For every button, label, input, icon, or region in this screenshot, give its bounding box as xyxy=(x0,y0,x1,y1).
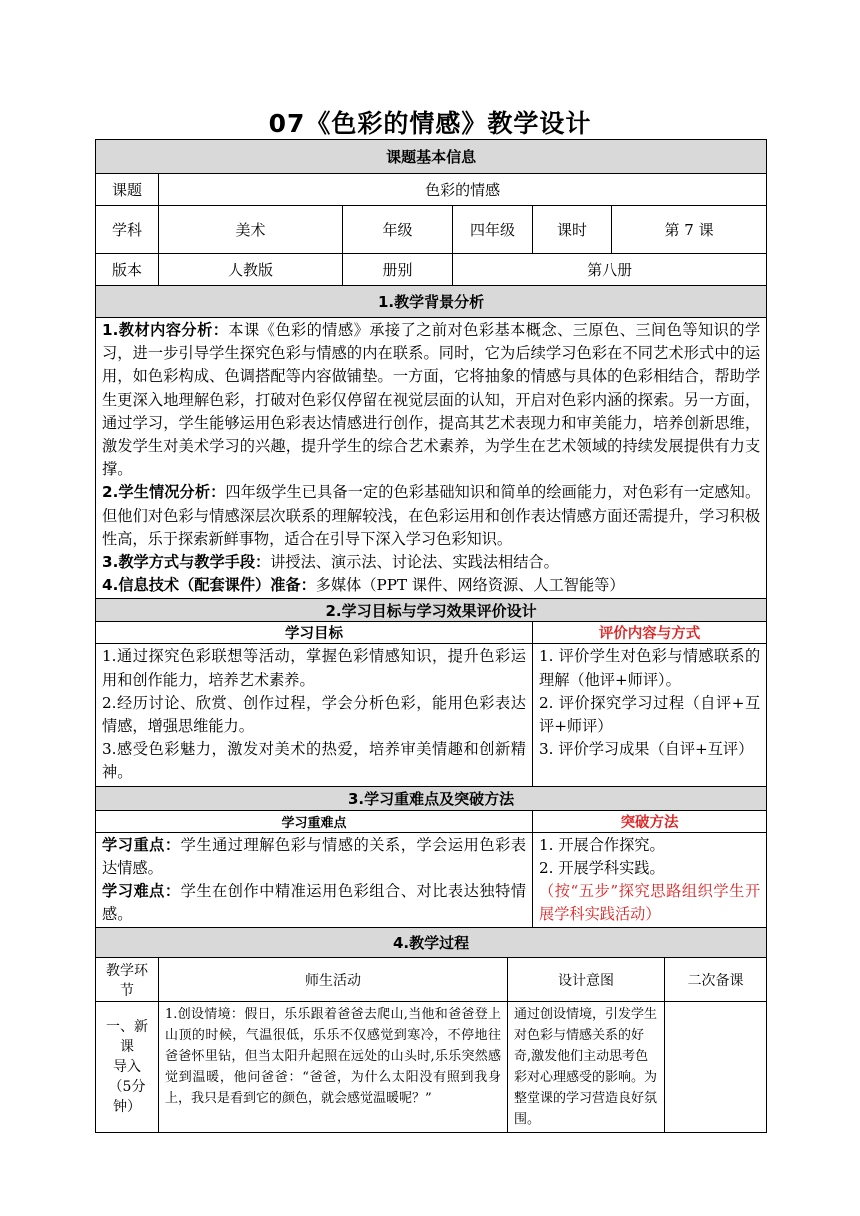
difficult-point-text: 学生在创作中精准运用色彩组合、对比表达独特情感。 xyxy=(102,882,527,924)
background-p4-text: 多媒体（PPT 课件、网络资源、人工智能等） xyxy=(315,576,625,595)
process-stage-line: 导入 xyxy=(113,1059,141,1076)
evaluation-item: 2. 评价探究学习过程（自评+互评+师评） xyxy=(539,693,761,736)
background-paragraph xyxy=(102,551,760,574)
key-point-text: 学生通过理解色彩与情感的关系，学会运用色彩表达情感。 xyxy=(102,835,527,877)
evaluation-column-header: 评价内容与方式 xyxy=(533,622,767,644)
process-column-stage: 教学环节 xyxy=(96,958,159,1002)
background-paragraph xyxy=(102,574,760,597)
background-p3-label: 3.教学方式与教学手段： xyxy=(102,553,271,572)
section-header-background: 1.教学背景分析 xyxy=(96,286,767,318)
subject-value: 美术 xyxy=(159,206,343,254)
grade-value: 四年级 xyxy=(453,206,533,254)
methods-column-header: 突破方法 xyxy=(533,810,767,832)
goal-item: 3.感受色彩魅力，激发对美术的热爱，培养审美情趣和创新精神。 xyxy=(102,740,526,782)
background-content xyxy=(96,318,767,599)
evaluation-list xyxy=(533,644,767,786)
background-p4-label: 4.信息技术（配套课件）准备： xyxy=(102,576,316,595)
background-p2-label: 2.学生情况分析： xyxy=(102,483,226,502)
lesson-plan-table xyxy=(95,139,767,1133)
method-item: 1. 开展合作探究。 xyxy=(539,835,665,854)
edition-value: 人教版 xyxy=(159,254,343,286)
process-stage-line: （5分钟） xyxy=(108,1079,146,1116)
section-header-goals: 2.学习目标与学习效果评价设计 xyxy=(96,599,767,622)
background-p1-text: 本课《色彩的情感》承接了之前对色彩基本概念、三原色、三间色等知识的学习，进一步引导学生探究色彩与情感的内在联系。同时，它为后续学习色彩在不同艺术形式中的运用，如色彩构成、色调搭配等内容做铺垫。一方面，它将抽象的情感与具体的色彩相结合，帮助学生更深入地理解色彩，打破对色彩仅停留在视觉层面的认知，开启对色彩内涵的探索。另一方面，通过学习，学生能够运用色彩表达情感进行创作，提高其艺术表现力和审美能力，培养创新思维，激发学生对美术学习的兴趣，提升学生的综合艺术素养，为学生在艺术领域的持续发展提供有力支撑。 xyxy=(102,321,761,479)
subject-label: 学科 xyxy=(96,206,159,254)
key-point-label: 学习重点： xyxy=(102,835,181,854)
background-p2-text: 四年级学生已具备一定的色彩基础知识和简单的绘画能力，对色彩有一定感知。但他们对色彩与情感深层次联系的理解较浅，在色彩运用和创作表达情感方面还需提升，学习积极性高，乐于探索新鲜事物，适合在引导下深入学习色彩知识。 xyxy=(102,483,761,548)
process-column-intent: 设计意图 xyxy=(508,958,665,1002)
topic-label: 课题 xyxy=(96,174,159,206)
key-point xyxy=(102,834,526,880)
section-header-basic: 课题基本信息 xyxy=(96,140,767,174)
evaluation-item: 3. 评价学习成果（自评+互评） xyxy=(539,740,754,759)
difficult-point xyxy=(102,880,526,926)
background-paragraph xyxy=(102,319,760,481)
goals-column-header: 学习目标 xyxy=(96,622,533,644)
evaluation-item: 1. 评价学生对色彩与情感联系的理解（他评+师评）。 xyxy=(539,647,761,689)
keypoints-content xyxy=(96,832,533,928)
page-title: 07《色彩的情感》教学设计 xyxy=(268,109,592,138)
background-p3-text: 讲授法、演示法、讨论法、实践法相结合。 xyxy=(270,553,559,572)
process-column-notes: 二次备课 xyxy=(665,958,767,1002)
goals-list xyxy=(96,644,533,786)
lesson-value: 第 7 课 xyxy=(612,206,767,254)
volume-label: 册别 xyxy=(343,254,453,286)
difficult-point-label: 学习难点： xyxy=(102,882,181,901)
background-paragraph xyxy=(102,481,760,551)
process-activity-cell: 1.创设情境：假日，乐乐跟着爸爸去爬山,当他和爸爸登上山顶的时候，气温很低，乐乐不仅感觉到寒冷，不停地往爸爸怀里钻，但当太阳升起照在远处的山头时,乐乐突然感觉到温暖，他问爸爸：“爸爸，为什么太阳没有照到我身上，我只是看到它的颜色，就会感觉温暖呢？” xyxy=(159,1002,508,1133)
section-header-process: 4.教学过程 xyxy=(96,928,767,958)
process-intent-cell: 通过创设情境，引发学生对色彩与情感关系的好奇,激发他们主动思考色彩对心理感受的影响。为整堂课的学习营造良好氛围。 xyxy=(508,1002,665,1133)
section-header-keypoints: 3.学习重难点及突破方法 xyxy=(96,786,767,810)
background-p1-label: 1.教材内容分析： xyxy=(102,321,229,339)
edition-label: 版本 xyxy=(96,254,159,286)
method-item: 2. 开展学科实践。 xyxy=(539,858,665,877)
process-column-activity: 师生活动 xyxy=(159,958,508,1002)
keypoints-column-header: 学习重难点 xyxy=(96,810,533,832)
method-note: （按“五步”探究思路组织学生开展学科实践活动） xyxy=(539,882,761,924)
methods-content xyxy=(533,832,767,928)
grade-label: 年级 xyxy=(343,206,453,254)
topic-value: 色彩的情感 xyxy=(159,174,767,206)
process-notes-cell xyxy=(665,1002,767,1133)
process-stage-cell xyxy=(96,1002,159,1133)
process-stage-line: 一、新课 xyxy=(106,1019,148,1056)
volume-value: 第八册 xyxy=(453,254,767,286)
lesson-label: 课时 xyxy=(533,206,612,254)
goal-item: 1.通过探究色彩联想等活动，掌握色彩情感知识，提升色彩运用和创作能力，培养艺术素养。 xyxy=(102,647,526,689)
goal-item: 2.经历讨论、欣赏、创作过程，学会分析色彩，能用色彩表达情感，增强思维能力。 xyxy=(102,693,526,736)
